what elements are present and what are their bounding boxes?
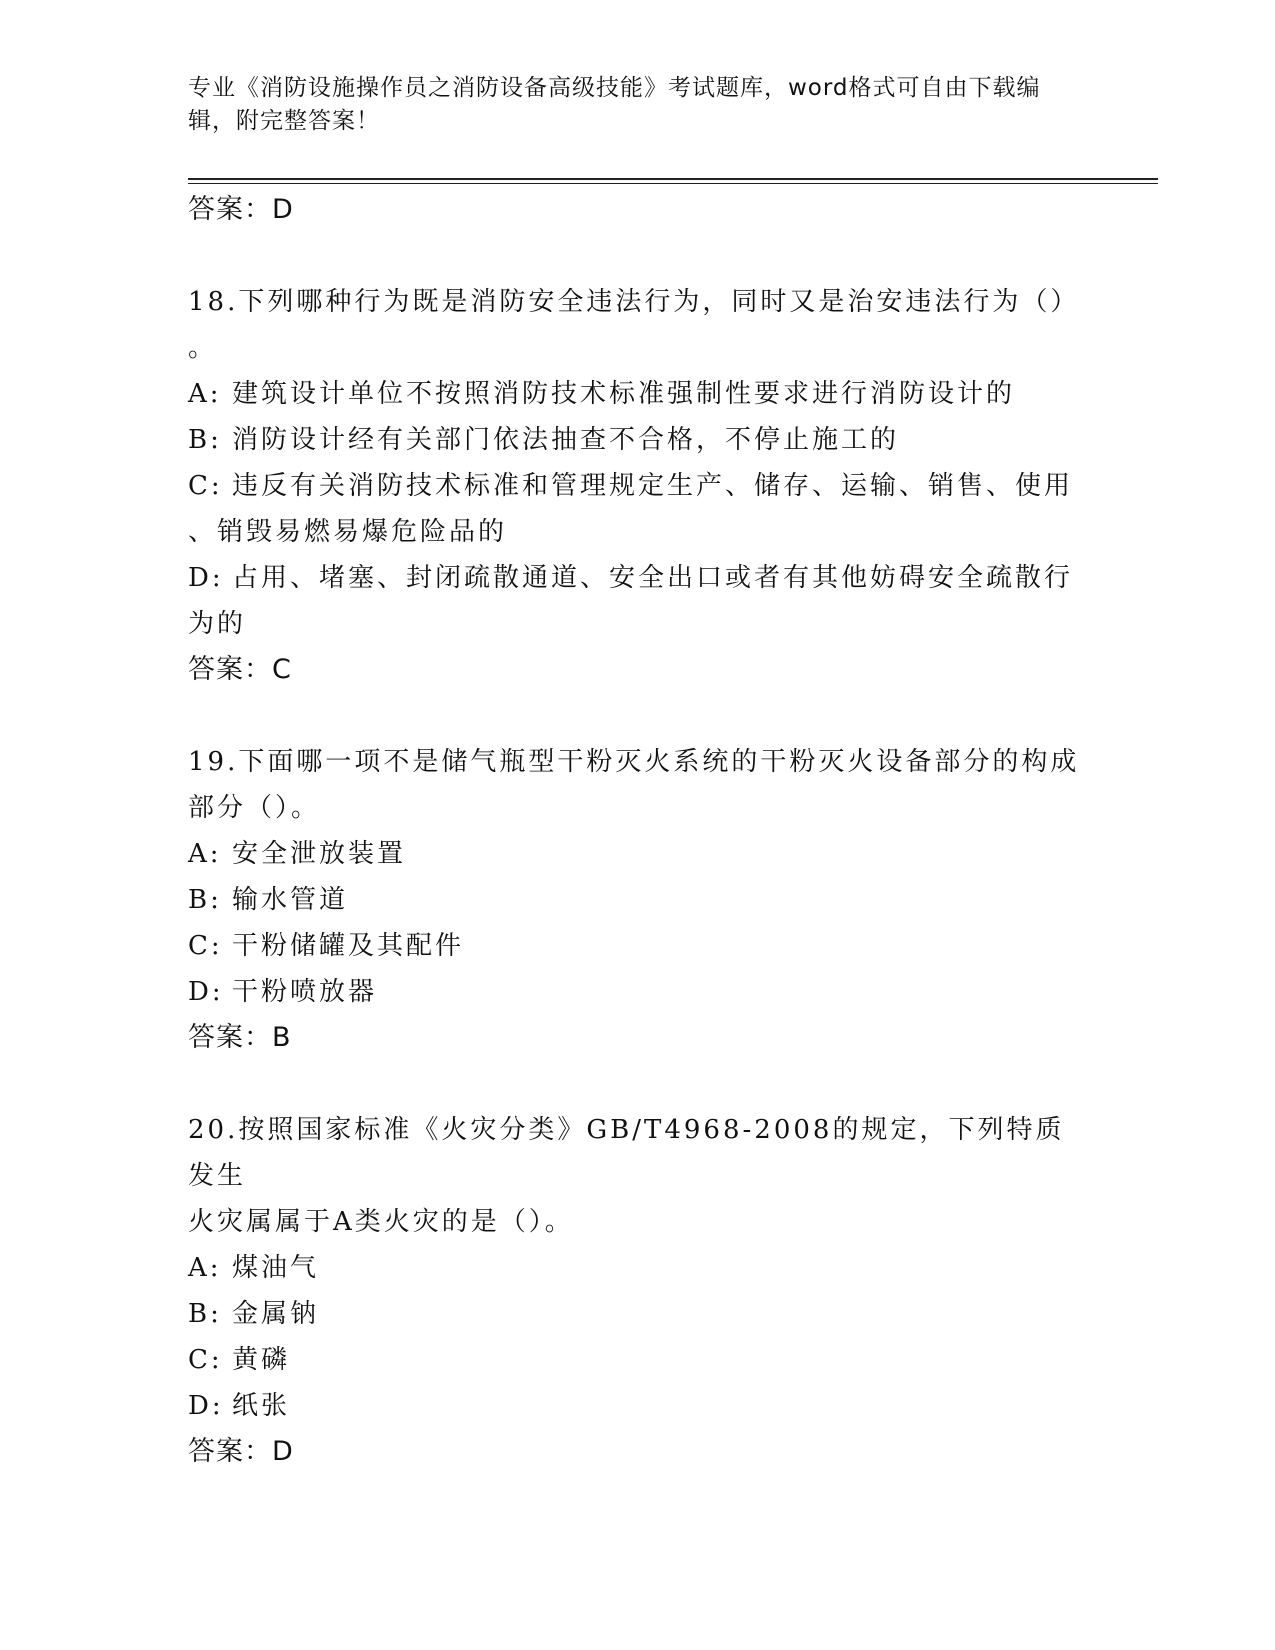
question-stem-cont: 火灾属属于A类火灾的是（）。	[188, 1207, 574, 1237]
question-19	[188, 739, 1088, 1061]
question-stem-cont: 。	[188, 333, 218, 363]
option-text: 消防设计经有关部门依法抽查不合格，不停止施工的	[232, 425, 900, 455]
option-a	[188, 1245, 1088, 1291]
spacer	[188, 233, 1088, 279]
question-stem: 19.下面哪一项不是储气瓶型干粉灭火系统的干粉灭火设备部分的构成	[188, 747, 1080, 777]
answer-20: 答案：D	[188, 1436, 294, 1467]
answer-19: 答案：B	[188, 1022, 292, 1053]
option-key: C:	[188, 471, 223, 501]
option-d-cont: 为的	[188, 609, 247, 639]
header-rule-thin	[188, 183, 1158, 184]
question-18	[188, 279, 1088, 693]
question-stem: 20.按照国家标准《火灾分类》GB/T4968-2008的规定，下列特质发生	[188, 1115, 1065, 1191]
header-line-1: 专业《消防设施操作员之消防设备高级技能》考试题库，word格式可自由下载编	[188, 75, 1041, 101]
option-key: B:	[188, 1299, 222, 1329]
option-key: D:	[188, 1391, 224, 1421]
spacer	[188, 693, 1088, 739]
question-stem-cont: 部分（）。	[188, 793, 321, 823]
question-20	[188, 1107, 1088, 1475]
option-text: 干粉喷放器	[232, 977, 378, 1007]
option-text: 占用、堵塞、封闭疏散通道、安全出口或者有其他妨碍安全疏散行	[232, 563, 1074, 593]
option-text: 干粉储罐及其配件	[232, 931, 465, 961]
option-a	[188, 831, 1088, 877]
header-text	[188, 72, 1068, 138]
header-line-2: 辑，附完整答案！	[188, 108, 380, 134]
option-key: A:	[188, 1253, 222, 1283]
option-text: 黄磷	[232, 1345, 291, 1375]
option-d	[188, 969, 1088, 1015]
option-key: B:	[188, 425, 222, 455]
option-b	[188, 877, 1088, 923]
option-key: B:	[188, 885, 222, 915]
answer-17: 答案：D	[188, 194, 294, 225]
option-text: 煤油气	[232, 1253, 320, 1283]
option-b	[188, 417, 1088, 463]
content-body	[188, 187, 1088, 1475]
option-text: 输水管道	[232, 885, 349, 915]
option-c	[188, 463, 1088, 509]
header-rule-thick	[188, 178, 1158, 180]
option-text: 金属钠	[232, 1299, 320, 1329]
option-key: D:	[188, 977, 224, 1007]
question-stem: 18.下列哪种行为既是消防安全违法行为，同时又是治安违法行为（）	[188, 287, 1080, 317]
option-text: 建筑设计单位不按照消防技术标准强制性要求进行消防设计的	[232, 379, 1016, 409]
option-text: 纸张	[232, 1391, 291, 1421]
option-c	[188, 923, 1088, 969]
option-d	[188, 555, 1088, 601]
option-key: C:	[188, 931, 223, 961]
option-d	[188, 1383, 1088, 1429]
option-key: C:	[188, 1345, 223, 1375]
option-key: D:	[188, 563, 224, 593]
option-text: 违反有关消防技术标准和管理规定生产、储存、运输、销售、使用	[232, 471, 1074, 501]
option-c-cont: 、销毁易燃易爆危险品的	[188, 517, 508, 547]
option-b	[188, 1291, 1088, 1337]
option-text: 安全泄放装置	[232, 839, 407, 869]
spacer	[188, 1061, 1088, 1107]
answer-18: 答案：C	[188, 654, 292, 685]
option-a	[188, 371, 1088, 417]
option-c	[188, 1337, 1088, 1383]
option-key: A:	[188, 379, 222, 409]
option-key: A:	[188, 839, 222, 869]
